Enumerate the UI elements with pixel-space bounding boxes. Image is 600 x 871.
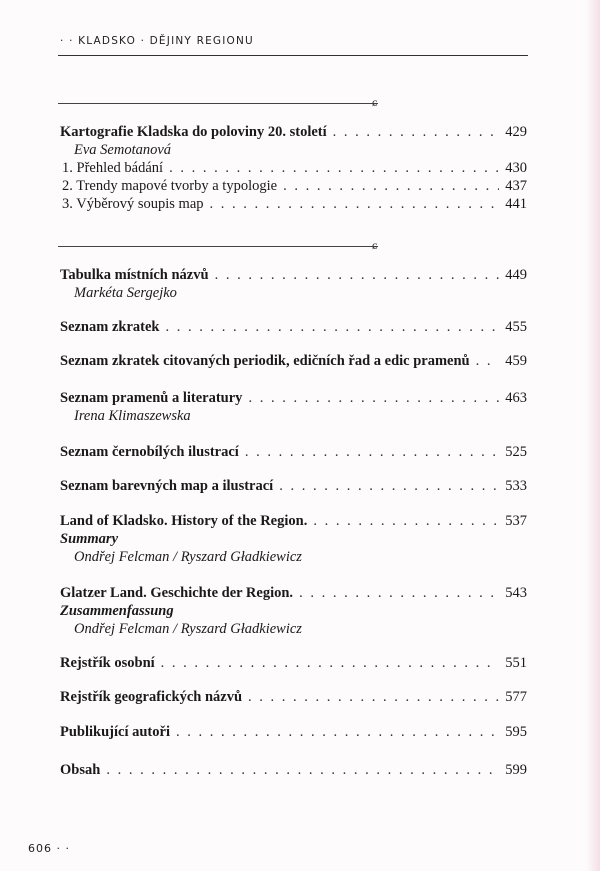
entry-page: 551 xyxy=(505,655,527,671)
dot-leader xyxy=(169,159,499,177)
dot-leader xyxy=(248,389,499,407)
toc-entry[interactable] xyxy=(60,352,527,370)
entry-page: 599 xyxy=(505,762,527,778)
entry-author: Eva Semotanová xyxy=(74,142,172,158)
toc-entry[interactable] xyxy=(60,266,527,302)
dot-leader xyxy=(299,584,499,602)
entry-author: Ondřej Felcman / Ryszard Gładkiewicz xyxy=(74,549,302,565)
entry-author: Ondřej Felcman / Ryszard Gładkiewicz xyxy=(74,621,302,637)
ornament-divider xyxy=(58,103,378,104)
entry-title: Kartografie Kladska do poloviny 20. století xyxy=(60,124,327,140)
page-number: 606 · · xyxy=(28,842,70,855)
toc-entry[interactable] xyxy=(60,318,527,336)
dot-leader xyxy=(176,723,499,741)
dot-leader xyxy=(313,512,499,530)
entry-page: 537 xyxy=(505,513,527,529)
toc-entry[interactable] xyxy=(60,688,527,706)
chapter-title: 2. Trendy mapové tvorby a typologie xyxy=(62,178,278,194)
curl-ornament-icon: ɕ xyxy=(372,238,378,252)
entry-title: Seznam pramenů a literatury xyxy=(60,390,243,406)
dot-leader xyxy=(283,177,499,195)
toc-entry[interactable] xyxy=(60,389,527,425)
entry-page: 577 xyxy=(505,689,527,705)
chapter-page: 441 xyxy=(505,196,527,212)
toc-entry[interactable] xyxy=(60,584,527,638)
entry-title: Glatzer Land. Geschichte der Region. xyxy=(60,585,294,601)
entry-page: 449 xyxy=(505,267,527,283)
toc-entry[interactable] xyxy=(60,512,527,566)
entry-title: Seznam barevných map a ilustrací xyxy=(60,478,274,494)
dot-leader xyxy=(279,477,499,495)
curl-ornament-icon: ɕ xyxy=(372,95,378,109)
chapter-title: 3. Výběrový soupis map xyxy=(62,196,204,212)
dot-leader xyxy=(476,352,500,370)
entry-title: Seznam zkratek xyxy=(60,319,160,335)
dot-leader xyxy=(245,443,499,461)
toc-entry[interactable] xyxy=(60,477,527,495)
entry-title: Obsah xyxy=(60,762,101,778)
entry-author: Irena Klimaszewska xyxy=(74,408,191,424)
entry-page: 533 xyxy=(505,478,527,494)
chapter-item[interactable] xyxy=(60,195,527,213)
running-head: · · KLADSKO · DĚJINY REGIONU xyxy=(60,35,254,47)
entry-subtitle: Summary xyxy=(60,531,119,547)
header-rule xyxy=(58,55,528,56)
chapter-page: 430 xyxy=(505,160,527,176)
toc-entry[interactable] xyxy=(60,654,527,672)
dot-leader xyxy=(106,761,499,779)
entry-title: Rejstřík geografických názvů xyxy=(60,689,243,705)
toc-entry-kartografie[interactable] xyxy=(60,123,527,213)
entry-page: 543 xyxy=(505,585,527,601)
toc-entry[interactable] xyxy=(60,761,527,779)
entry-subtitle: Zusammenfassung xyxy=(60,603,174,619)
chapter-page: 437 xyxy=(505,178,527,194)
dot-leader xyxy=(165,318,499,336)
entry-page: 463 xyxy=(505,390,527,406)
chapter-title: 1. Přehled bádání xyxy=(62,160,164,176)
toc-entry[interactable] xyxy=(60,443,527,461)
dot-leader xyxy=(248,688,499,706)
entry-title: Seznam zkratek citovaných periodik, edičních řad a edic pramenů xyxy=(60,353,470,369)
ornament-divider xyxy=(58,246,378,247)
entry-title: Tabulka místních názvů xyxy=(60,267,209,283)
entry-page: 595 xyxy=(505,724,527,740)
entry-title: Rejstřík osobní xyxy=(60,655,155,671)
dot-leader xyxy=(215,266,500,284)
toc-entry[interactable] xyxy=(60,723,527,741)
entry-author: Markéta Sergejko xyxy=(74,285,177,301)
chapter-item[interactable] xyxy=(60,177,527,195)
chapter-item[interactable] xyxy=(60,159,527,177)
entry-page: 459 xyxy=(505,353,527,369)
entry-page: 429 xyxy=(505,124,527,140)
entry-title: Land of Kladsko. History of the Region. xyxy=(60,513,308,529)
entry-page: 455 xyxy=(505,319,527,335)
entry-page: 525 xyxy=(505,444,527,460)
dot-leader xyxy=(161,654,500,672)
entry-title: Seznam černobílých ilustrací xyxy=(60,444,239,460)
page-edge xyxy=(586,0,600,871)
dot-leader xyxy=(210,195,500,213)
entry-title: Publikující autoři xyxy=(60,724,170,740)
dot-leader xyxy=(333,123,500,141)
